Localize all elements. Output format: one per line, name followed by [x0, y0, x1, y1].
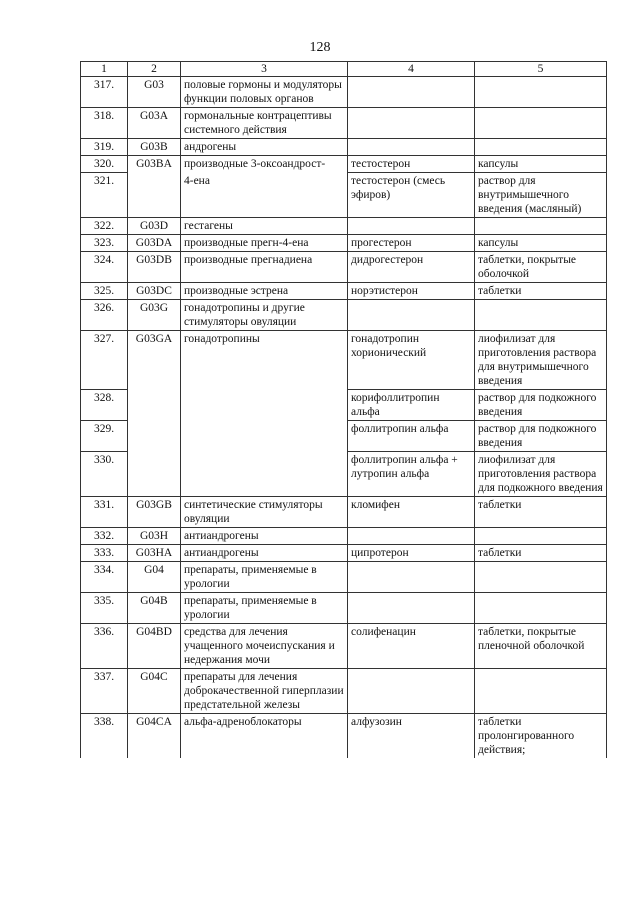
- row-number: 337.: [81, 669, 128, 714]
- drug-name: [348, 139, 475, 156]
- dosage-form: таблетки, покрытые оболочкой: [475, 252, 607, 283]
- dosage-form: раствор для внутримышечного введения (масляный): [475, 173, 607, 218]
- drug-name: кломифен: [348, 497, 475, 528]
- dosage-form: лиофилизат для приготовления раствора для внутримышечного введения: [475, 331, 607, 390]
- atc-code: G03DC: [128, 283, 181, 300]
- anatomical-group: производные 3-оксоандрост-: [181, 156, 348, 173]
- drug-name: [348, 562, 475, 593]
- drug-name: корифоллитропин альфа: [348, 390, 475, 421]
- anatomical-group: гестагены: [181, 218, 348, 235]
- atc-code: G03GB: [128, 497, 181, 528]
- dosage-form: таблетки: [475, 545, 607, 562]
- table-row: [81, 235, 607, 252]
- drug-name: ципротерон: [348, 545, 475, 562]
- row-number: 323.: [81, 235, 128, 252]
- row-number: 329.: [81, 421, 128, 452]
- anatomical-group: гонадотропины и другие стимуляторы овуляции: [181, 300, 348, 331]
- row-number: 335.: [81, 593, 128, 624]
- anatomical-group: препараты, применяемые в урологии: [181, 593, 348, 624]
- dosage-form: лиофилизат для приготовления раствора для подкожного введения: [475, 452, 607, 497]
- row-number: 324.: [81, 252, 128, 283]
- row-number: 332.: [81, 528, 128, 545]
- table-row: [81, 593, 607, 624]
- anatomical-group: антиандрогены: [181, 545, 348, 562]
- atc-code: G03D: [128, 218, 181, 235]
- row-number: 336.: [81, 624, 128, 669]
- anatomical-group: половые гормоны и модуляторы функции половых органов: [181, 77, 348, 108]
- anatomical-group: производные прегн-4-ена: [181, 235, 348, 252]
- row-number: 325.: [81, 283, 128, 300]
- dosage-form: [475, 562, 607, 593]
- atc-code: G04B: [128, 593, 181, 624]
- header-cell-4: 4: [348, 62, 475, 77]
- dosage-form: таблетки пролонгированного действия;: [475, 714, 607, 759]
- dosage-form: раствор для подкожного введения: [475, 421, 607, 452]
- row-number: 333.: [81, 545, 128, 562]
- atc-code: G04CA: [128, 714, 181, 759]
- drug-name: [348, 108, 475, 139]
- atc-code: G03A: [128, 108, 181, 139]
- table-row: [81, 283, 607, 300]
- page-number: 128: [309, 40, 331, 55]
- atc-code: G03DA: [128, 235, 181, 252]
- anatomical-group: альфа-адреноблокаторы: [181, 714, 348, 759]
- anatomical-group: гормональные контрацептивы системного действия: [181, 108, 348, 139]
- anatomical-group: 4-ена: [181, 173, 348, 218]
- table-row: [81, 139, 607, 156]
- dosage-form: [475, 218, 607, 235]
- atc-code: G03GA: [128, 331, 181, 497]
- table-row: [81, 545, 607, 562]
- table-row: [81, 108, 607, 139]
- header-cell-5: 5: [475, 62, 607, 77]
- dosage-form: [475, 300, 607, 331]
- table-row: [81, 300, 607, 331]
- atc-code: G03B: [128, 139, 181, 156]
- drug-name: [348, 300, 475, 331]
- anatomical-group: антиандрогены: [181, 528, 348, 545]
- dosage-form: раствор для подкожного введения: [475, 390, 607, 421]
- anatomical-group: средства для лечения учащенного мочеиспускания и недержания мочи: [181, 624, 348, 669]
- anatomical-group: препараты для лечения доброкачественной гиперплазии предстательной железы: [181, 669, 348, 714]
- anatomical-group: гонадотропины: [181, 331, 348, 497]
- row-number: 328.: [81, 390, 128, 421]
- table-row: [81, 562, 607, 593]
- atc-code: G03DB: [128, 252, 181, 283]
- atc-code: G03HA: [128, 545, 181, 562]
- dosage-form: [475, 528, 607, 545]
- dosage-form: [475, 108, 607, 139]
- dosage-form: таблетки, покрытые пленочной оболочкой: [475, 624, 607, 669]
- dosage-form: [475, 593, 607, 624]
- table-row: [81, 497, 607, 528]
- atc-code: G03H: [128, 528, 181, 545]
- drug-name: фоллитропин альфа: [348, 421, 475, 452]
- medicines-table: [80, 61, 607, 758]
- drug-name: [348, 669, 475, 714]
- atc-code: G03BA: [128, 156, 181, 218]
- table-row: [81, 156, 607, 173]
- table-row: [81, 252, 607, 283]
- drug-name: [348, 77, 475, 108]
- table-row: [81, 528, 607, 545]
- row-number: 331.: [81, 497, 128, 528]
- anatomical-group: андрогены: [181, 139, 348, 156]
- dosage-form: капсулы: [475, 235, 607, 252]
- drug-name: [348, 218, 475, 235]
- dosage-form: таблетки: [475, 497, 607, 528]
- row-number: 318.: [81, 108, 128, 139]
- table-row: [81, 624, 607, 669]
- drug-name: алфузозин: [348, 714, 475, 759]
- drug-name: гонадотропин хорионический: [348, 331, 475, 390]
- drug-name: прогестерон: [348, 235, 475, 252]
- drug-name: тестостерон (смесь эфиров): [348, 173, 475, 218]
- drug-name: фоллитропин альфа + лутропин альфа: [348, 452, 475, 497]
- dosage-form: [475, 139, 607, 156]
- atc-code: G04C: [128, 669, 181, 714]
- table-row: [81, 714, 607, 759]
- row-number: 334.: [81, 562, 128, 593]
- drug-name: норэтистерон: [348, 283, 475, 300]
- row-number: 319.: [81, 139, 128, 156]
- table-row: [81, 77, 607, 108]
- table-row: [81, 331, 607, 390]
- table-row: [81, 218, 607, 235]
- header-row: [81, 62, 607, 77]
- drug-name: [348, 528, 475, 545]
- anatomical-group: препараты, применяемые в урологии: [181, 562, 348, 593]
- anatomical-group: синтетические стимуляторы овуляции: [181, 497, 348, 528]
- header-cell-2: 2: [128, 62, 181, 77]
- row-number: 326.: [81, 300, 128, 331]
- header-cell-3: 3: [181, 62, 348, 77]
- drug-name: [348, 593, 475, 624]
- drug-name: солифенацин: [348, 624, 475, 669]
- atc-code: G03G: [128, 300, 181, 331]
- dosage-form: капсулы: [475, 156, 607, 173]
- row-number: 327.: [81, 331, 128, 390]
- dosage-form: таблетки: [475, 283, 607, 300]
- row-number: 330.: [81, 452, 128, 497]
- anatomical-group: производные прегнадиена: [181, 252, 348, 283]
- dosage-form: [475, 77, 607, 108]
- row-number: 317.: [81, 77, 128, 108]
- table-row: [81, 669, 607, 714]
- row-number: 338.: [81, 714, 128, 759]
- row-number: 320.: [81, 156, 128, 173]
- dosage-form: [475, 669, 607, 714]
- row-number: 321.: [81, 173, 128, 218]
- drug-name: дидрогестерон: [348, 252, 475, 283]
- header-cell-1: 1: [81, 62, 128, 77]
- atc-code: G04: [128, 562, 181, 593]
- atc-code: G04BD: [128, 624, 181, 669]
- anatomical-group: производные эстрена: [181, 283, 348, 300]
- drug-name: тестостерон: [348, 156, 475, 173]
- row-number: 322.: [81, 218, 128, 235]
- atc-code: G03: [128, 77, 181, 108]
